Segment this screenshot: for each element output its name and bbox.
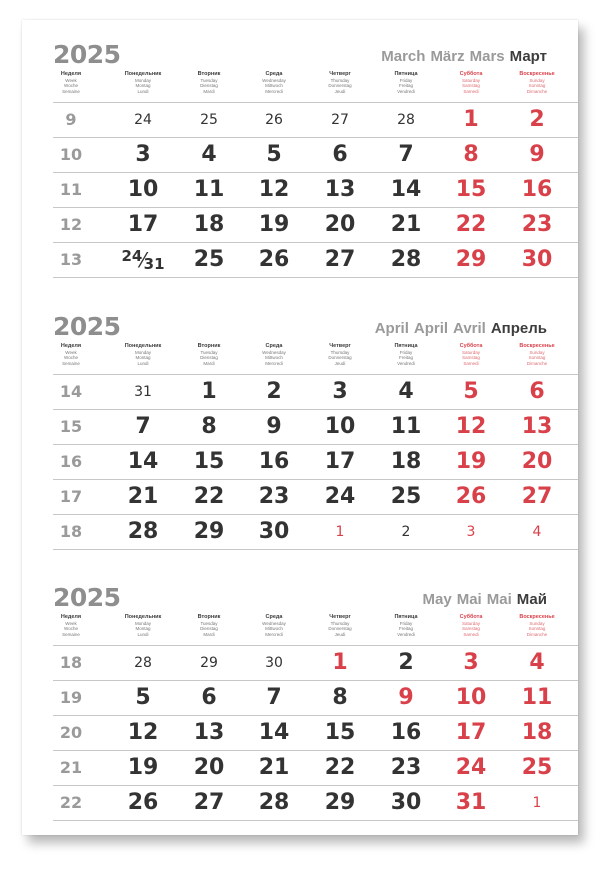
day-cell: 14 xyxy=(127,449,159,474)
weekday-header-ru: Суббота xyxy=(459,614,483,620)
week-number: 9 xyxy=(65,110,77,129)
month-names xyxy=(370,320,547,337)
day-cell: 6 xyxy=(201,685,217,710)
weekday-header xyxy=(305,344,375,366)
day-cell: 3 xyxy=(466,523,476,540)
day-cell: 30 xyxy=(258,519,290,544)
day-cell: 21 xyxy=(127,484,159,509)
day-cell: 23 xyxy=(258,484,290,509)
day-cell: 6 xyxy=(529,379,545,404)
day-cell: 7 xyxy=(266,685,282,710)
weekday-header-ru: Суббота xyxy=(459,71,483,77)
month-block xyxy=(22,20,578,280)
month-name: March xyxy=(381,48,426,65)
week-row xyxy=(53,374,578,409)
weekday-header-de: Montag xyxy=(135,626,151,632)
day-cell: 21 xyxy=(390,212,422,237)
day-cell: 13 xyxy=(193,720,225,745)
day-cell: 29 xyxy=(324,790,356,815)
day-cell: 26 xyxy=(265,111,283,128)
weekday-header xyxy=(174,615,244,637)
weekday-header-de: Dienstag xyxy=(200,355,218,361)
weekday-header-ru: Пятница xyxy=(394,71,418,77)
week-number: 20 xyxy=(59,723,83,742)
weekday-header-fr: Lundi xyxy=(137,631,149,637)
weekday-header-fr: Dimanche xyxy=(526,88,548,94)
weekday-header-fr: Mardi xyxy=(203,631,215,637)
day-cell: 26 xyxy=(455,484,487,509)
week-number: 16 xyxy=(59,452,83,471)
weekday-header xyxy=(371,344,441,366)
week-number: 17 xyxy=(59,487,83,506)
weekday-header-en: Sunday xyxy=(529,620,545,626)
day-cell: 15 xyxy=(324,720,356,745)
weekday-header-en: Tuesday xyxy=(200,77,218,83)
day-slash: ⁄ xyxy=(141,247,145,272)
day-cell: 30 xyxy=(390,790,422,815)
weekday-header-de: Woche xyxy=(64,83,78,89)
day-cell: 27 xyxy=(521,484,553,509)
day-cell: 5 xyxy=(135,685,151,710)
week-row xyxy=(53,715,578,750)
month-name: März xyxy=(430,48,465,65)
day-cell: 4 xyxy=(398,379,414,404)
month-name: Avril xyxy=(453,320,486,337)
day-cell: 12 xyxy=(127,720,159,745)
weekday-header xyxy=(239,344,309,366)
weekday-header-fr: Vendredi xyxy=(397,360,415,366)
week-number: 12 xyxy=(59,215,83,234)
day-cell: 23 xyxy=(521,212,553,237)
day-cell: 13 xyxy=(521,414,553,439)
day-cell: 9 xyxy=(529,142,545,167)
day-cell: 29 xyxy=(193,519,225,544)
weekday-header-fr: Vendredi xyxy=(397,88,415,94)
day-cell: 14 xyxy=(390,177,422,202)
weekday-header-en: Friday xyxy=(399,620,413,626)
day-part: 31 xyxy=(143,254,165,273)
month-name: April xyxy=(413,320,449,337)
weekday-header-fr: Lundi xyxy=(137,88,149,94)
weekday-header-en: Thursday xyxy=(330,77,350,83)
day-cell: 27 xyxy=(331,111,349,128)
weekday-header-ru: Неделя xyxy=(60,343,82,349)
weekday-header-en: Monday xyxy=(134,77,151,83)
day-cell: 18 xyxy=(193,212,225,237)
week-number: 21 xyxy=(59,758,83,777)
week-number: 14 xyxy=(59,382,83,401)
day-cell: 23 xyxy=(390,755,422,780)
day-cell: 28 xyxy=(134,654,152,671)
day-cell: 9 xyxy=(266,414,282,439)
day-cell: 2 xyxy=(398,650,414,675)
day-cell: 28 xyxy=(127,519,159,544)
day-cell: 6 xyxy=(332,142,348,167)
day-cell: 28 xyxy=(397,111,415,128)
weekday-header xyxy=(36,344,106,366)
weekday-header xyxy=(239,615,309,637)
day-cell: 9 xyxy=(398,685,414,710)
day-cell: 20 xyxy=(521,449,553,474)
month-name: May xyxy=(422,591,452,608)
weekday-header-fr: Mardi xyxy=(203,88,215,94)
weekday-header xyxy=(502,72,572,94)
weekday-header-fr: Mercredi xyxy=(265,631,283,637)
day-cell: 27 xyxy=(193,790,225,815)
day-cell: 25 xyxy=(193,247,225,272)
year-label: 2025 xyxy=(53,40,121,69)
day-cell: 8 xyxy=(332,685,348,710)
weekday-header-de: Sonntag xyxy=(528,626,546,632)
weekday-header xyxy=(305,72,375,94)
day-cell: 12 xyxy=(455,414,487,439)
day-cell: 25 xyxy=(521,755,553,780)
day-cell: 20 xyxy=(193,755,225,780)
day-cell: 20 xyxy=(324,212,356,237)
day-cell: 31 xyxy=(455,790,487,815)
weekday-header-fr: Dimanche xyxy=(526,360,548,366)
weekday-header-de: Samstag xyxy=(462,626,480,632)
day-cell: 15 xyxy=(193,449,225,474)
weekday-header-en: Saturday xyxy=(461,349,480,355)
day-cell: 22 xyxy=(324,755,356,780)
weekday-header-de: Dienstag xyxy=(200,626,218,632)
day-cell: 22 xyxy=(193,484,225,509)
weekday-header-en: Friday xyxy=(399,349,413,355)
day-cell: 2 xyxy=(401,523,411,540)
day-cell: 28 xyxy=(390,247,422,272)
day-cell: 11 xyxy=(521,685,553,710)
weekday-header-ru: Понедельник xyxy=(124,71,162,77)
week-row xyxy=(53,680,578,715)
month-block xyxy=(22,563,578,823)
week-number: 18 xyxy=(59,522,83,541)
calendar-sheet xyxy=(22,20,578,835)
month-names xyxy=(418,591,547,608)
weekday-header xyxy=(502,344,572,366)
weekday-header xyxy=(239,72,309,94)
row-divider xyxy=(53,820,578,821)
weekday-header-ru: Воскресенье xyxy=(519,614,555,620)
weekday-header-de: Mittwoch xyxy=(265,83,283,89)
day-cell: 15 xyxy=(455,177,487,202)
weekday-header-ru: Четверг xyxy=(329,343,351,349)
week-number: 13 xyxy=(59,250,83,269)
weekday-header xyxy=(502,615,572,637)
weekday-header-en: Thursday xyxy=(330,349,350,355)
weekday-header-de: Dienstag xyxy=(200,83,218,89)
week-row xyxy=(53,645,578,680)
weekday-header-en: Saturday xyxy=(461,77,480,83)
weekday-header-de: Sonntag xyxy=(528,83,546,89)
day-cell: 10 xyxy=(127,177,159,202)
weekday-header-de: Freitag xyxy=(398,83,413,89)
weekday-header xyxy=(436,344,506,366)
weekday-header-en: Week xyxy=(65,349,77,355)
weekday-header-fr: Samedi xyxy=(463,631,479,637)
weekday-header-ru: Среда xyxy=(265,71,283,77)
weekday-header-fr: Lundi xyxy=(137,360,149,366)
day-cell: 21 xyxy=(258,755,290,780)
day-part: 24 xyxy=(121,246,143,265)
day-cell: 25 xyxy=(200,111,218,128)
row-divider xyxy=(53,549,578,550)
day-cell: 4 xyxy=(201,142,217,167)
week-number: 19 xyxy=(59,688,83,707)
day-cell: 10 xyxy=(324,414,356,439)
weekday-header-de: Woche xyxy=(64,355,78,361)
week-row xyxy=(53,172,578,207)
weekday-header-ru: Суббота xyxy=(459,343,483,349)
day-cell: 11 xyxy=(390,414,422,439)
month-block xyxy=(22,292,578,552)
weekday-header-en: Thursday xyxy=(330,620,350,626)
day-cell: 29 xyxy=(455,247,487,272)
weekday-header-fr: Mercredi xyxy=(265,360,283,366)
weekday-header-fr: Semaine xyxy=(62,88,80,94)
weekday-header-ru: Пятница xyxy=(394,614,418,620)
weekday-header xyxy=(108,615,178,637)
weekday-header-fr: Vendredi xyxy=(397,631,415,637)
week-row xyxy=(53,409,578,444)
month-name: Mai xyxy=(456,591,482,608)
weekday-header xyxy=(371,615,441,637)
weekday-header-en: Saturday xyxy=(461,620,480,626)
weekday-header xyxy=(108,344,178,366)
day-cell: 1 xyxy=(335,523,345,540)
weekday-header-ru: Неделя xyxy=(60,71,82,77)
day-cell: 18 xyxy=(390,449,422,474)
day-cell: 13 xyxy=(324,177,356,202)
day-cell: 26 xyxy=(258,247,290,272)
weekday-header-fr: Samedi xyxy=(463,360,479,366)
weekday-header xyxy=(371,72,441,94)
week-number: 10 xyxy=(59,145,83,164)
weekday-header xyxy=(108,72,178,94)
week-number: 15 xyxy=(59,417,83,436)
weekday-header xyxy=(36,72,106,94)
weekday-header-de: Samstag xyxy=(462,83,480,89)
day-cell: 29 xyxy=(200,654,218,671)
weekday-header-fr: Semaine xyxy=(62,631,80,637)
weekday-header-ru: Вторник xyxy=(197,71,221,77)
week-number: 18 xyxy=(59,653,83,672)
day-cell: 25 xyxy=(390,484,422,509)
weekday-header-de: Mittwoch xyxy=(265,626,283,632)
day-cell: 8 xyxy=(463,142,479,167)
day-cell: 3 xyxy=(135,142,151,167)
weekday-header xyxy=(305,615,375,637)
row-divider xyxy=(53,277,578,278)
day-cell: 17 xyxy=(455,720,487,745)
day-cell: 4 xyxy=(532,523,542,540)
day-cell: 16 xyxy=(521,177,553,202)
month-names xyxy=(376,48,547,65)
week-row xyxy=(53,207,578,242)
weekday-header-ru: Воскресенье xyxy=(519,343,555,349)
day-cell: 30 xyxy=(265,654,283,671)
week-row xyxy=(53,785,578,820)
week-number: 22 xyxy=(59,793,83,812)
day-cell: 28 xyxy=(258,790,290,815)
weekday-header-en: Monday xyxy=(134,620,151,626)
day-cell: 24 xyxy=(455,755,487,780)
weekday-header-ru: Четверг xyxy=(329,71,351,77)
weekday-header-ru: Неделя xyxy=(60,614,82,620)
month-name: Mai xyxy=(486,591,512,608)
day-cell: 5 xyxy=(463,379,479,404)
weekday-header-en: Wednesday xyxy=(262,77,286,83)
weekday-header xyxy=(36,615,106,637)
day-cell: 26 xyxy=(127,790,159,815)
day-cell: 10 xyxy=(455,685,487,710)
weekday-header-de: Freitag xyxy=(398,355,413,361)
day-cell: 30 xyxy=(521,247,553,272)
day-cell: 3 xyxy=(463,650,479,675)
weekday-header-en: Wednesday xyxy=(262,349,286,355)
weekday-header xyxy=(436,615,506,637)
day-cell: 1 xyxy=(332,650,348,675)
day-cell: 4 xyxy=(529,650,545,675)
weekday-header-en: Week xyxy=(65,620,77,626)
weekday-header-ru: Среда xyxy=(265,614,283,620)
day-cell: 5 xyxy=(266,142,282,167)
weekday-header xyxy=(174,344,244,366)
weekday-header-fr: Jeudi xyxy=(334,631,346,637)
weekday-header-fr: Mercredi xyxy=(265,88,283,94)
weekday-header-de: Donnerstag xyxy=(328,626,352,632)
weekday-header-fr: Samedi xyxy=(463,88,479,94)
weekday-header-ru: Среда xyxy=(265,343,283,349)
weekday-header-en: Wednesday xyxy=(262,620,286,626)
week-number: 11 xyxy=(59,180,83,199)
month-name: April xyxy=(374,320,409,337)
day-cell: 12 xyxy=(258,177,290,202)
day-cell: 7 xyxy=(135,414,151,439)
weekday-header-ru: Четверг xyxy=(329,614,351,620)
week-row xyxy=(53,102,578,137)
weekday-header-de: Samstag xyxy=(462,355,480,361)
weekday-header-en: Sunday xyxy=(529,77,545,83)
day-cell: 17 xyxy=(127,212,159,237)
weekday-header-en: Week xyxy=(65,77,77,83)
year-label: 2025 xyxy=(53,583,121,612)
weekday-header-de: Sonntag xyxy=(528,355,546,361)
day-cell: 19 xyxy=(258,212,290,237)
weekday-header-en: Tuesday xyxy=(200,620,218,626)
week-row xyxy=(53,479,578,514)
day-cell: 11 xyxy=(193,177,225,202)
weekday-header-en: Friday xyxy=(399,77,413,83)
month-name: Май xyxy=(516,591,547,608)
weekday-header-de: Donnerstag xyxy=(328,83,352,89)
weekday-header xyxy=(174,72,244,94)
month-name: Mars xyxy=(469,48,505,65)
weekday-header-de: Donnerstag xyxy=(328,355,352,361)
day-cell: 3 xyxy=(332,379,348,404)
weekday-header-en: Monday xyxy=(134,349,151,355)
day-cell: 1 xyxy=(463,107,479,132)
month-name: Март xyxy=(509,48,547,65)
weekday-header xyxy=(436,72,506,94)
day-cell: 31 xyxy=(134,383,152,400)
day-cell: 22 xyxy=(455,212,487,237)
weekday-header-de: Woche xyxy=(64,626,78,632)
day-cell: 17 xyxy=(324,449,356,474)
week-row xyxy=(53,750,578,785)
month-name: Апрель xyxy=(490,320,547,337)
year-label: 2025 xyxy=(53,312,121,341)
day-cell: 14 xyxy=(258,720,290,745)
day-cell: 2 xyxy=(266,379,282,404)
weekday-header-ru: Вторник xyxy=(197,343,221,349)
weekday-header-ru: Вторник xyxy=(197,614,221,620)
weekday-header-fr: Dimanche xyxy=(526,631,548,637)
weekday-header-ru: Пятница xyxy=(394,343,418,349)
weekday-header-ru: Понедельник xyxy=(124,614,162,620)
week-row xyxy=(53,514,578,549)
day-cell: 1 xyxy=(532,794,542,811)
day-cell: 19 xyxy=(455,449,487,474)
weekday-header-de: Montag xyxy=(135,355,151,361)
day-cell xyxy=(110,242,176,277)
weekday-header-de: Freitag xyxy=(398,626,413,632)
week-row xyxy=(53,242,578,277)
day-cell: 27 xyxy=(324,247,356,272)
weekday-header-fr: Mardi xyxy=(203,360,215,366)
day-cell: 24 xyxy=(324,484,356,509)
day-cell: 1 xyxy=(201,379,217,404)
week-row xyxy=(53,137,578,172)
day-cell: 24 xyxy=(134,111,152,128)
weekday-header-fr: Jeudi xyxy=(334,88,346,94)
weekday-header-de: Montag xyxy=(135,83,151,89)
weekday-header-ru: Понедельник xyxy=(124,343,162,349)
weekday-header-en: Tuesday xyxy=(200,349,218,355)
day-cell: 16 xyxy=(258,449,290,474)
day-cell: 2 xyxy=(529,107,545,132)
day-cell: 7 xyxy=(398,142,414,167)
day-cell: 16 xyxy=(390,720,422,745)
weekday-header-en: Sunday xyxy=(529,349,545,355)
day-cell: 18 xyxy=(521,720,553,745)
weekday-header-fr: Semaine xyxy=(62,360,80,366)
week-row xyxy=(53,444,578,479)
weekday-header-ru: Воскресенье xyxy=(519,71,555,77)
day-cell: 8 xyxy=(201,414,217,439)
day-cell: 19 xyxy=(127,755,159,780)
weekday-header-de: Mittwoch xyxy=(265,355,283,361)
weekday-header-fr: Jeudi xyxy=(334,360,346,366)
